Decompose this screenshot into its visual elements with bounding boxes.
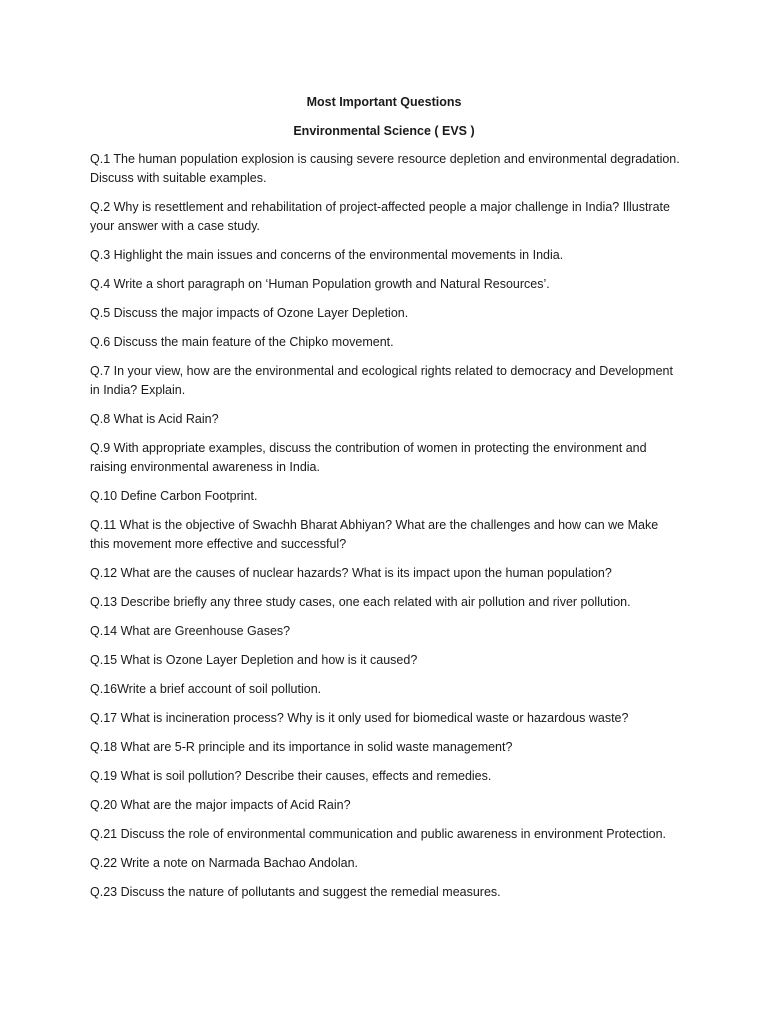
question-5: Q.5 Discuss the major impacts of Ozone Layer Depletion. [90,306,409,320]
question-12: Q.12 What are the causes of nuclear hazards? What is its impact upon the human population? [90,566,612,580]
question-15: Q.15 What is Ozone Layer Depletion and how is it caused? [90,653,418,667]
document-subtitle: Environmental Science ( EVS ) [293,124,475,138]
question-20: Q.20 What are the major impacts of Acid Rain? [90,798,351,812]
question-2: Q.2 Why is resettlement and rehabilitation of project-affected people a major challenge in India? Illustrate your answer with a case study. [90,200,670,233]
question-16: Q.16Write a brief account of soil pollution. [90,682,322,696]
question-10: Q.10 Define Carbon Footprint. [90,489,258,503]
question-list [90,150,680,912]
question-13: Q.13 Describe briefly any three study cases, one each related with air pollution and river pollution. [90,595,631,609]
question-8: Q.8 What is Acid Rain? [90,412,219,426]
question-14: Q.14 What are Greenhouse Gases? [90,624,291,638]
document-title: Most Important Questions [306,95,462,109]
question-9: Q.9 With appropriate examples, discuss the contribution of women in protecting the environment and raising environmental awareness in India. [90,441,647,474]
question-4: Q.4 Write a short paragraph on ‘Human Population growth and Natural Resources’. [90,277,550,291]
question-19: Q.19 What is soil pollution? Describe their causes, effects and remedies. [90,769,492,783]
question-21: Q.21 Discuss the role of environmental communication and public awareness in environment Protection. [90,827,666,841]
question-23: Q.23 Discuss the nature of pollutants and suggest the remedial measures. [90,885,501,899]
question-6: Q.6 Discuss the main feature of the Chipko movement. [90,335,394,349]
question-22: Q.22 Write a note on Narmada Bachao Andolan. [90,856,358,870]
question-3: Q.3 Highlight the main issues and concerns of the environmental movements in India. [90,248,564,262]
question-17: Q.17 What is incineration process? Why is it only used for biomedical waste or hazardous waste? [90,711,629,725]
question-1: Q.1 The human population explosion is causing severe resource depletion and environmental degradation. Discuss with suitable examples. [90,152,680,185]
question-18: Q.18 What are 5-R principle and its importance in solid waste management? [90,740,513,754]
question-11: Q.11 What is the objective of Swachh Bharat Abhiyan? What are the challenges and how can we Make this movement more effective and successful? [90,518,659,551]
question-7: Q.7 In your view, how are the environmental and ecological rights related to democracy and Development in India? Explain. [90,364,673,397]
